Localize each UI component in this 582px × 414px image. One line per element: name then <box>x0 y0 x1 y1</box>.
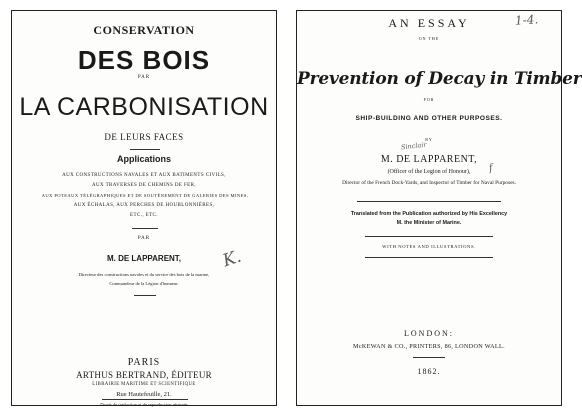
divider-rule <box>102 399 188 400</box>
divider-rule <box>132 228 158 229</box>
author-description: Commandeur de la Légion d'honneur. <box>109 281 179 286</box>
title-conservation: CONSERVATION <box>93 23 195 37</box>
essay-title: Prevention of Decay in Timber <box>297 69 582 89</box>
essay-heading: AN ESSAY <box>388 16 470 30</box>
title-carbonisation: LA CARBONISATION <box>19 93 269 121</box>
publisher-name: ARTHUS BERTRAND, ÉDITEUR <box>76 370 212 380</box>
printer-line: McKEWAN & CO., PRINTERS, 86, LONDON WALL. <box>353 343 505 350</box>
handwritten-mark: K. <box>220 246 244 272</box>
divider-rule <box>357 201 501 202</box>
author-honour: (Officer of the Legion of Honour), <box>387 169 471 175</box>
divider-rule <box>134 295 156 296</box>
par-label-top: PAR <box>137 75 151 80</box>
publisher-description: LIBRAIRIE MARITIME ET SCIENTIFIQUE <box>92 382 196 387</box>
author-description: Directeur des constructions navales et du service des bois de la marine, <box>78 272 210 277</box>
handwritten-number: 1-4. <box>514 12 539 28</box>
divider-rule <box>365 236 493 237</box>
divider-rule <box>130 149 160 150</box>
on-the-label: ON THE <box>418 36 440 41</box>
applications-heading: Applications <box>116 154 171 164</box>
title-de-leurs-faces: DE LEURS FACES <box>104 132 184 142</box>
application-line: ETC., ETC. <box>130 213 158 218</box>
application-line: AUX TRAVERSES DE CHEMINS DE FER, <box>91 183 196 188</box>
application-line: AUX POTEAUX TÉLÉGRAPHIQUES ET DE SOUTÈNEMENT DE GALERIES DES MINES, <box>41 193 249 198</box>
handwritten-signature: Sinclair <box>400 140 427 152</box>
application-line: AUX ÉCHALAS, AUX PERCHES DE HOUBLONNIÈRES, <box>73 203 215 208</box>
title-des-bois: DES BOIS <box>77 45 211 75</box>
divider-rule <box>365 257 493 258</box>
author-role: Director of the French Dock-Yards, and Inspector of Timber for Naval Purposes. <box>342 180 516 186</box>
publication-year: 1862. <box>417 367 441 376</box>
for-label: FOR <box>423 97 435 102</box>
par-label-bottom: PAR <box>137 236 151 241</box>
translation-note: Translated from the Publication authorized by His Excellency <box>350 211 508 217</box>
author-name: M. DE LAPPARENT, <box>106 254 182 263</box>
rights-note: Droits de traduction et de reproduction réservés <box>100 402 188 407</box>
right-title-page <box>296 10 582 406</box>
city-paris: PARIS <box>127 357 161 368</box>
notes-line: WITH NOTES AND ILLUSTRATIONS. <box>382 244 476 249</box>
handwritten-mark: f <box>488 162 494 175</box>
translation-note: M. the Minister of Marine. <box>396 220 462 226</box>
divider-rule <box>413 357 445 358</box>
left-title-page <box>11 10 277 406</box>
by-label: BY <box>425 137 433 142</box>
publisher-address: Rue Hautefeuille, 21. <box>116 391 172 398</box>
purposes-line: SHIP-BUILDING AND OTHER PURPOSES. <box>355 115 503 122</box>
application-line: AUX CONSTRUCTIONS NAVALES ET AUX BATIMENTS CIVILS, <box>62 173 226 178</box>
city-london: LONDON: <box>404 329 454 338</box>
author-name: M. DE LAPPARENT, <box>380 154 478 165</box>
